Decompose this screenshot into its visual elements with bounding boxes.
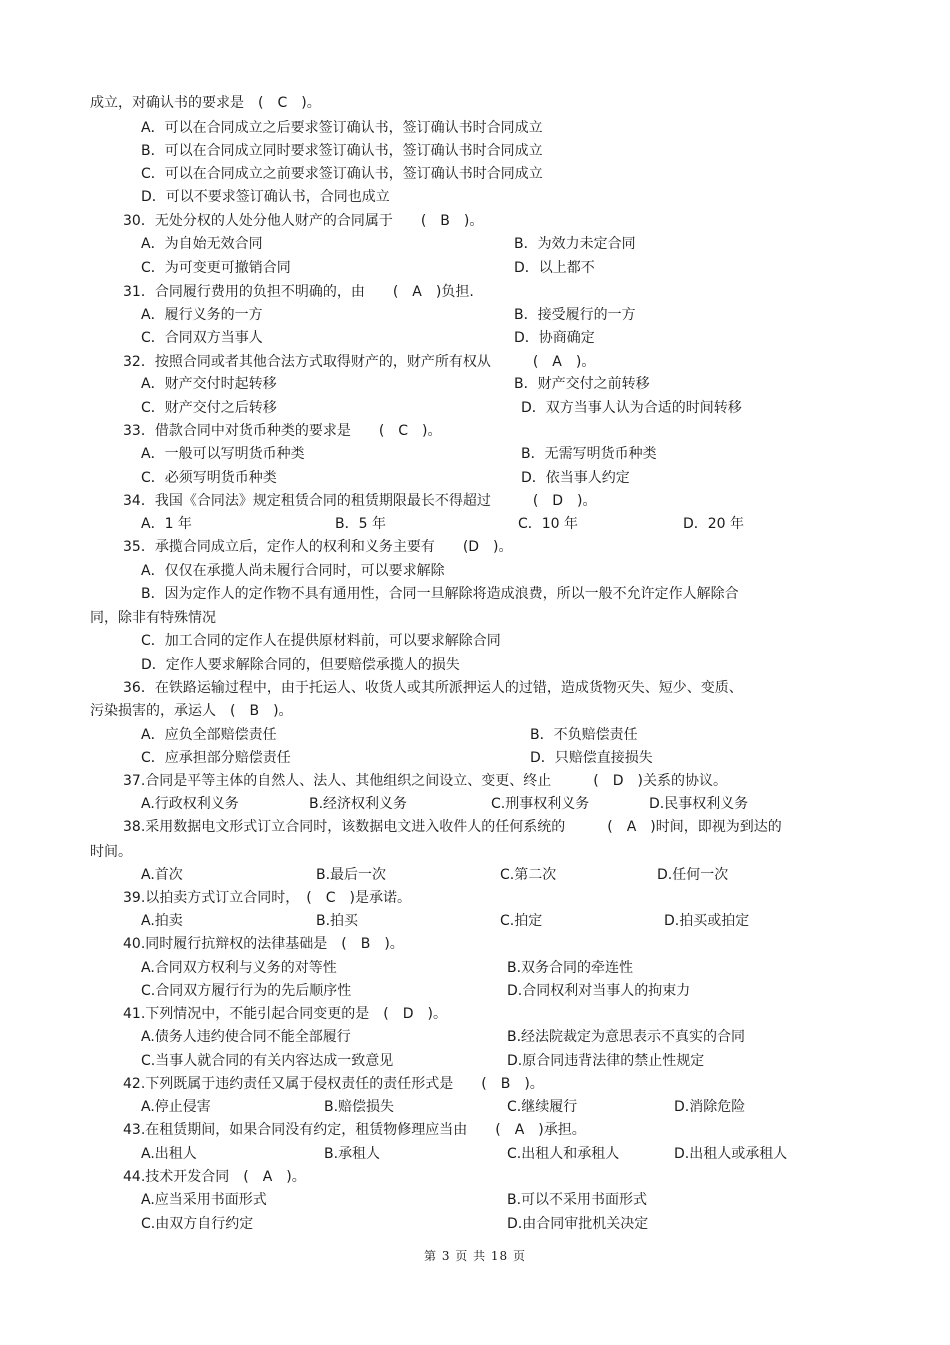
text-line: 时间。 xyxy=(90,844,132,860)
text-line: D．可以不要求签订确认书，合同也成立 xyxy=(141,189,390,205)
text-line: C．财产交付之后转移 xyxy=(141,400,277,416)
text-line: A．履行义务的一方 xyxy=(141,307,263,323)
text-line: A.出租人 xyxy=(141,1146,197,1162)
text-line: D．20 年 xyxy=(683,516,745,532)
text-line: A．为自始无效合同 xyxy=(141,236,263,252)
text-line: B.最后一次 xyxy=(316,867,387,883)
text-line: C．为可变更可撤销合同 xyxy=(141,260,291,276)
text-line: B．财产交付之前转移 xyxy=(514,376,650,392)
text-line: D．以上都不 xyxy=(514,260,595,276)
text-line: 成立，对确认书的要求是 ( C )。 xyxy=(90,95,321,111)
text-line: C.合同双方履行行为的先后顺序性 xyxy=(141,983,352,999)
text-line: D.民事权利义务 xyxy=(649,796,749,812)
text-line: B.可以不采用书面形式 xyxy=(507,1192,648,1208)
text-line: C．应承担部分赔偿责任 xyxy=(141,750,291,766)
text-line: D．双方当事人认为合适的时间转移 xyxy=(521,400,742,416)
text-line: B．接受履行的一方 xyxy=(514,307,636,323)
text-line: A.拍卖 xyxy=(141,913,183,929)
text-line: C．10 年 xyxy=(518,516,579,532)
text-line: 41.下列情况中，不能引起合同变更的是 ( D )。 xyxy=(123,1006,447,1022)
text-line: A.应当采用书面形式 xyxy=(141,1192,267,1208)
text-line: C.拍定 xyxy=(500,913,543,929)
text-line: D.原合同违背法律的禁止性规定 xyxy=(507,1053,705,1069)
text-line: A．可以在合同成立之后要求签订确认书，签订确认书时合同成立 xyxy=(141,120,543,136)
text-line: B.承租人 xyxy=(324,1146,381,1162)
text-line: A．应负全部赔偿责任 xyxy=(141,727,277,743)
text-line: C.继续履行 xyxy=(507,1099,578,1115)
text-line: A.债务人违约使合同不能全部履行 xyxy=(141,1029,351,1045)
text-line: C.出租人和承租人 xyxy=(507,1146,620,1162)
text-line: 34．我国《合同法》规定租赁合同的租赁期限最长不得超过 ( D )。 xyxy=(123,493,597,509)
text-line: B.拍买 xyxy=(316,913,359,929)
text-line: B．无需写明货币种类 xyxy=(521,446,657,462)
text-line: D.合同权利对当事人的拘束力 xyxy=(507,983,691,999)
text-line: B.经济权利义务 xyxy=(309,796,408,812)
text-line: 38.采用数据电文形式订立合同时，该数据电文进入收件人的任何系统的 ( A )时间，即视为到达的 xyxy=(123,819,782,835)
text-line: B．不负赔偿责任 xyxy=(530,727,638,743)
text-line: 39.以拍卖方式订立合同时， ( C )是承诺。 xyxy=(123,890,411,906)
text-line: C.当事人就合同的有关内容达成一致意见 xyxy=(141,1053,394,1069)
text-line: 32．按照合同或者其他合法方式取得财产的，财产所有权从 ( A )。 xyxy=(123,354,596,370)
text-line: B．5 年 xyxy=(335,516,386,532)
text-line: 30．无处分权的人处分他人财产的合同属于 ( B )。 xyxy=(123,213,484,229)
text-line: 33．借款合同中对货币种类的要求是 ( C )。 xyxy=(123,423,442,439)
text-line: 37.合同是平等主体的自然人、法人、其他组织之间设立、变更、终止 ( D )关系的协议。 xyxy=(123,773,727,789)
text-line: B.赔偿损失 xyxy=(324,1099,395,1115)
text-line: C.由双方自行约定 xyxy=(141,1216,254,1232)
text-line: A.首次 xyxy=(141,867,183,883)
text-line: B．可以在合同成立同时要求签订确认书，签订确认书时合同成立 xyxy=(141,143,543,159)
text-line: 35．承揽合同成立后，定作人的权利和义务主要有 (D )。 xyxy=(123,539,513,555)
text-line: D．协商确定 xyxy=(514,330,595,346)
text-line: D.消除危险 xyxy=(674,1099,746,1115)
text-line: D.由合同审批机关决定 xyxy=(507,1216,649,1232)
text-line: 36．在铁路运输过程中，由于托运人、收货人或其所派押运人的过错，造成货物灭失、短少、变质、 xyxy=(123,680,743,696)
text-line: C．必须写明货币种类 xyxy=(141,470,277,486)
text-line: 污染损害的，承运人 ( B )。 xyxy=(90,703,293,719)
text-line: 43.在租赁期间，如果合同没有约定，租赁物修理应当由 ( A )承担。 xyxy=(123,1122,586,1138)
text-line: C．合同双方当事人 xyxy=(141,330,263,346)
text-line: A．财产交付时起转移 xyxy=(141,376,277,392)
text-line: 42.下列既属于违约责任又属于侵权责任的责任形式是 ( B )。 xyxy=(123,1076,544,1092)
text-line: 40.同时履行抗辩权的法律基础是 ( B )。 xyxy=(123,936,404,952)
text-line: B.双务合同的牵连性 xyxy=(507,960,634,976)
text-line: 44.技术开发合同 ( A )。 xyxy=(123,1169,306,1185)
text-line: A.行政权利义务 xyxy=(141,796,239,812)
text-line: D．依当事人约定 xyxy=(521,470,630,486)
text-line: A．1 年 xyxy=(141,516,192,532)
text-line: A.合同双方权利与义务的对等性 xyxy=(141,960,337,976)
text-line: C．可以在合同成立之前要求签订确认书，签订确认书时合同成立 xyxy=(141,166,543,182)
text-line: C.刑事权利义务 xyxy=(491,796,590,812)
text-line: C．加工合同的定作人在提供原材料前，可以要求解除合同 xyxy=(141,633,501,649)
text-line: 31．合同履行费用的负担不明确的，由 ( A )负担. xyxy=(123,284,474,300)
text-line: B.经法院裁定为意思表示不真实的合同 xyxy=(507,1029,746,1045)
text-line: B．因为定作人的定作物不具有通用性，合同一旦解除将造成浪费，所以一般不允许定作人解除合 xyxy=(141,586,739,602)
text-line: D．只赔偿直接损失 xyxy=(530,750,653,766)
text-line: A．一般可以写明货币种类 xyxy=(141,446,305,462)
text-line: 同，除非有特殊情况 xyxy=(90,610,216,626)
page-footer: 第 3 页 共 18 页 xyxy=(424,1249,526,1263)
text-line: D.任何一次 xyxy=(657,867,729,883)
text-line: A.停止侵害 xyxy=(141,1099,211,1115)
text-line: D．定作人要求解除合同的，但要赔偿承揽人的损失 xyxy=(141,657,460,673)
text-line: D.拍买或拍定 xyxy=(664,913,750,929)
text-line: C.第二次 xyxy=(500,867,557,883)
text-line: A．仅仅在承揽人尚未履行合同时，可以要求解除 xyxy=(141,563,445,579)
text-line: B．为效力未定合同 xyxy=(514,236,636,252)
text-line: D.出租人或承租人 xyxy=(674,1146,788,1162)
